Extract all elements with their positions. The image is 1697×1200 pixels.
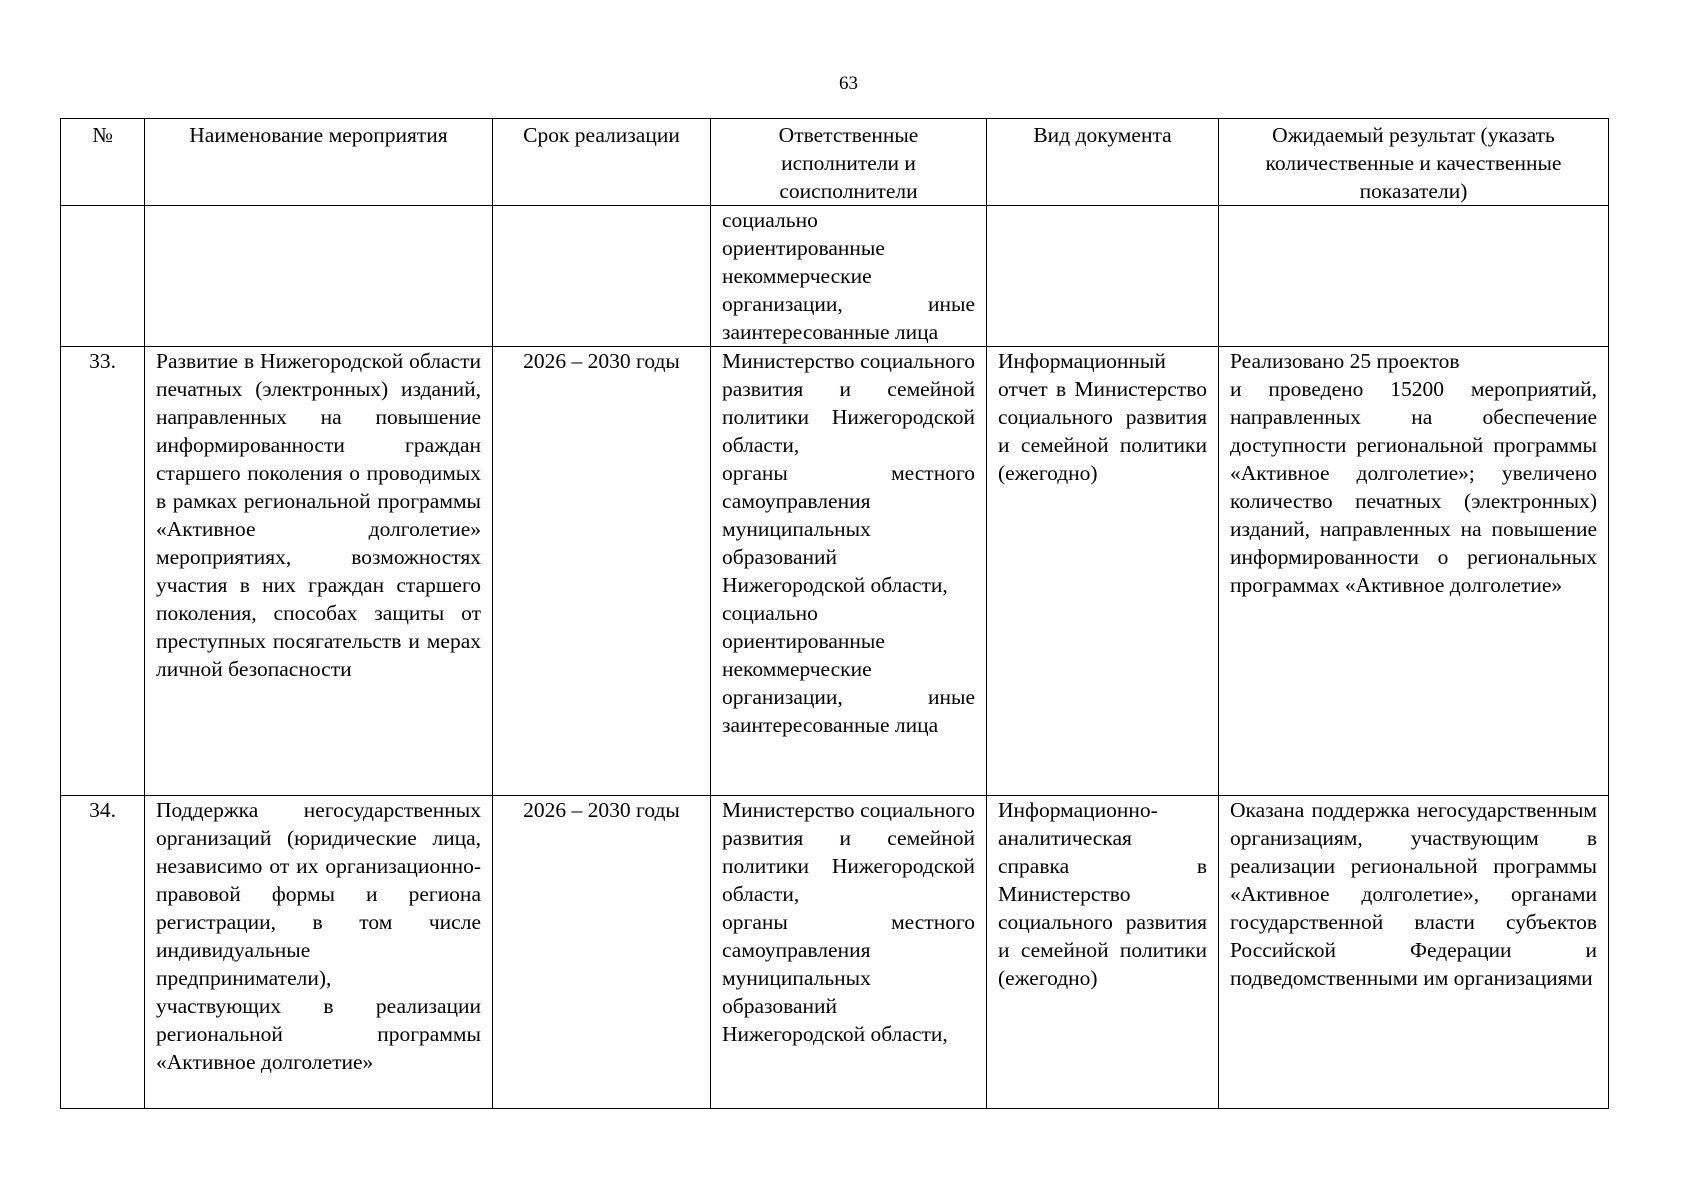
header-expected-result: Ожидаемый результат (указать количественные и качественные показатели) [1219,119,1609,206]
result-line: Реализовано 25 проектов [1230,349,1460,373]
event-name-line: участвующих в реализации региональной программы «Активное долголетие» [156,994,481,1074]
cell-row-number: 33. [61,347,145,796]
header-document-type: Вид документа [987,119,1219,206]
cell-empty [145,206,493,347]
cell-document-type: Информационно-аналитическая справка в Министерство социального развития и семейной политики (ежегодно) [987,796,1219,1109]
cell-period: 2026 – 2030 годы [493,796,711,1109]
cell-expected-result [1219,347,1609,796]
table-header-row [61,119,1609,206]
cell-row-number: 34. [61,796,145,1109]
cell-period: 2026 – 2030 годы [493,347,711,796]
header-event-name: Наименование мероприятия [145,119,493,206]
header-period: Срок реализации [493,119,711,206]
event-name-line: Поддержка негосударственных организаций (юридические лица, независимо от их организационно-правовой формы и региона регистрации, в том числе индивидуальные предприниматели), [156,798,481,990]
table-row [61,796,1609,1109]
responsible-line: социально ориентированные некоммерческие организации, иные заинтересованные лица [722,601,975,737]
cell-empty [987,206,1219,347]
cell-document-type: Информационный отчет в Министерство социального развития и семейной политики (ежегодно) [987,347,1219,796]
cell-event-name: Развитие в Нижегородской области печатных (электронных) изданий, направленных на повышение информированности граждан старшего поколения о проводимых в рамках региональной программы «Активное долголетие» мероприятиях, возможностях участия в них граждан старшего поколения, способах защиты от преступных посягательств и мерах личной безопасности [145,347,493,796]
header-responsible: Ответственные исполнители и соисполнители [711,119,987,206]
events-table [60,118,1609,1109]
result-line: и проведено 15200 мероприятий, направленных на обеспечение доступности региональной программы «Активное долголетие»; увеличено количество печатных (электронных) изданий, направленных на повышение информированности о региональных программах «Активное долголетие» [1230,377,1597,597]
cell-expected-result: Оказана поддержка негосударственным организациям, участвующим в реализации региональной программы «Активное долголетие», органами государственной власти субъектов Российской Федерации и подведомственными им организациями [1219,796,1609,1109]
cell-responsible [711,796,987,1109]
table-row-continuation [61,206,1609,347]
table-row [61,347,1609,796]
responsible-line: органы местного самоуправления муниципальных образований Нижегородской области, [722,461,975,597]
page-number: 63 [839,73,858,94]
cell-empty [493,206,711,347]
cell-empty [1219,206,1609,347]
cell-empty [61,206,145,347]
cell-responsible: социально ориентированные некоммерческие организации, иные заинтересованные лица [711,206,987,347]
cell-responsible [711,347,987,796]
cell-event-name [145,796,493,1109]
responsible-line: Министерство социального развития и семейной политики Нижегородской области, [722,798,975,906]
header-number: № [61,119,145,206]
responsible-line: Министерство социального развития и семейной политики Нижегородской области, [722,349,975,457]
responsible-line: органы местного самоуправления муниципальных образований Нижегородской области, [722,910,975,1046]
